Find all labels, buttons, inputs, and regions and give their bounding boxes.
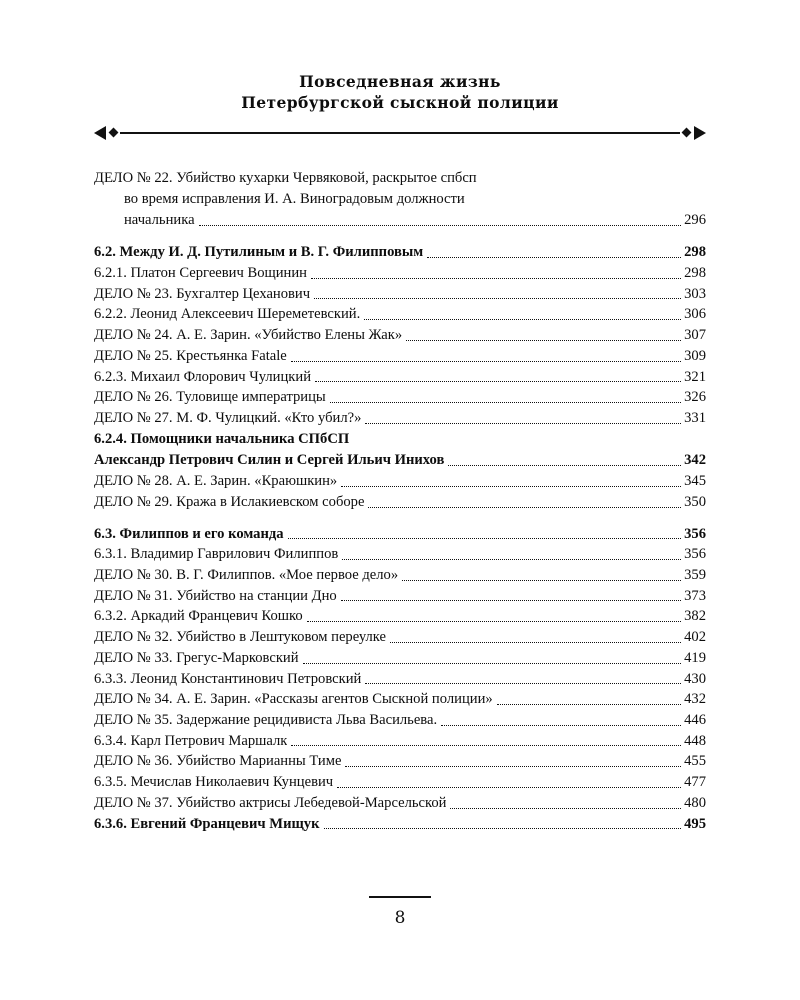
toc-leader-dots: [390, 642, 681, 643]
footer-rule: [369, 896, 431, 898]
toc-entry-title: 6.2.3. Михаил Флорович Чулицкий: [94, 368, 312, 385]
toc-entry-page: 326: [684, 389, 706, 406]
toc-leader-dots: [497, 704, 681, 705]
toc-entry[interactable]: [94, 346, 706, 367]
toc-entry-title: 6.3.1. Владимир Гаврилович Филиппов: [94, 546, 339, 563]
toc-entry-page: 303: [684, 285, 706, 302]
toc-entry-page: 307: [684, 327, 706, 344]
toc-entry-page: 298: [684, 265, 706, 282]
toc-entry[interactable]: [94, 304, 706, 325]
toc-entry-title: 6.3. Филиппов и его команда: [94, 525, 284, 542]
toc-entry-last-line: [94, 450, 706, 471]
toc-leader-dots: [427, 257, 681, 258]
toc-leader-dots: [441, 725, 681, 726]
divider-right-arrow-icon: [694, 126, 706, 140]
toc-leader-dots: [364, 319, 681, 320]
toc-group: [94, 168, 706, 231]
toc-entry-page: 306: [684, 306, 706, 323]
divider-diamond-icon: [109, 127, 119, 137]
toc-entry-title: ДЕЛО № 28. А. Е. Зарин. «Краюшкин»: [94, 473, 338, 490]
toc-entry[interactable]: [94, 772, 706, 793]
toc-entry-title: 6.2. Между И. Д. Путилиным и В. Г. Филипповым: [94, 244, 424, 261]
toc-entry-title-line: ДЕЛО № 22. Убийство кухарки Червяковой, раскрытое спбсп: [94, 169, 477, 186]
toc-entry-page: 342: [684, 451, 706, 468]
toc-entry-page: 432: [684, 691, 706, 708]
toc-entry-title: Александр Петрович Силин и Сергей Ильич Инихов: [94, 451, 445, 468]
toc-entry-title: 6.3.6. Евгений Францевич Мищук: [94, 815, 320, 832]
toc-leader-dots: [365, 683, 681, 684]
toc-entry[interactable]: [94, 242, 706, 263]
toc-leader-dots: [291, 745, 681, 746]
toc-entry-last-line: [94, 210, 706, 231]
toc-entry-page: 321: [684, 368, 706, 385]
ornamental-divider: [94, 124, 706, 142]
toc-leader-dots: [402, 580, 681, 581]
toc-leader-dots: [330, 402, 681, 403]
toc-entry-title: ДЕЛО № 32. Убийство в Лештуковом переулке: [94, 629, 386, 646]
toc-entry-page: 309: [684, 347, 706, 364]
running-head-line-1: Повседневная жизнь: [299, 72, 501, 91]
toc-entry-page: 419: [684, 649, 706, 666]
toc-entry[interactable]: [94, 387, 706, 408]
page-number: 8: [394, 908, 406, 928]
divider-diamond-icon: [682, 127, 692, 137]
toc-entry-title: 6.2.2. Леонид Алексеевич Шереметевский.: [94, 306, 361, 323]
toc-entry-title: 6.3.5. Мечислав Николаевич Кунцевич: [94, 774, 334, 791]
toc-entry[interactable]: [94, 565, 706, 586]
toc-entry-title: 6.3.2. Аркадий Францевич Кошко: [94, 608, 303, 625]
toc-entry-title: 6.3.4. Карл Петрович Маршалк: [94, 732, 288, 749]
toc-leader-dots: [314, 298, 681, 299]
toc-entry[interactable]: [94, 325, 706, 346]
toc-leader-dots: [450, 808, 681, 809]
toc-leader-dots: [342, 559, 681, 560]
toc-entry-title: 6.3.3. Леонид Константинович Петровский: [94, 670, 362, 687]
toc-leader-dots: [311, 278, 681, 279]
toc-entry[interactable]: [94, 627, 706, 648]
toc-leader-dots: [199, 225, 682, 226]
toc-entry[interactable]: [94, 524, 706, 545]
toc-group: [94, 524, 706, 835]
toc-entry[interactable]: [94, 648, 706, 669]
toc-entry-page: 495: [684, 815, 706, 832]
table-of-contents: [94, 168, 706, 834]
toc-entry-title: ДЕЛО № 30. В. Г. Филиппов. «Мое первое дело»: [94, 566, 399, 583]
page-footer: [0, 896, 800, 928]
toc-entry[interactable]: [94, 731, 706, 752]
toc-entry[interactable]: [94, 429, 706, 471]
toc-entry-title: ДЕЛО № 25. Крестьянка Fatale: [94, 347, 287, 364]
toc-entry[interactable]: [94, 710, 706, 731]
toc-leader-dots: [365, 423, 681, 424]
toc-entry[interactable]: [94, 263, 706, 284]
toc-entry-page: 455: [684, 753, 706, 770]
toc-entry-title: 6.2.1. Платон Сергеевич Вощинин: [94, 265, 307, 282]
toc-entry[interactable]: [94, 689, 706, 710]
toc-leader-dots: [303, 663, 682, 664]
toc-entry[interactable]: [94, 471, 706, 492]
toc-leader-dots: [324, 828, 682, 829]
toc-entry-page: 402: [684, 629, 706, 646]
toc-entry[interactable]: [94, 814, 706, 835]
toc-entry-page: 430: [684, 670, 706, 687]
running-head: [0, 72, 800, 114]
toc-leader-dots: [341, 486, 681, 487]
toc-entry-title: ДЕЛО № 34. А. Е. Зарин. «Рассказы агентов Сыскной полиции»: [94, 691, 493, 708]
toc-leader-dots: [368, 507, 681, 508]
toc-entry-page: 359: [684, 566, 706, 583]
toc-entry[interactable]: [94, 408, 706, 429]
toc-entry-page: 382: [684, 608, 706, 625]
toc-group: [94, 242, 706, 512]
toc-entry-page: 373: [684, 587, 706, 604]
toc-entry[interactable]: [94, 751, 706, 772]
toc-leader-dots: [315, 381, 681, 382]
toc-leader-dots: [406, 340, 681, 341]
toc-leader-dots: [448, 465, 681, 466]
toc-entry-title-line: во время исправления И. А. Виноградовым должности: [124, 191, 465, 207]
toc-entry[interactable]: [94, 284, 706, 305]
toc-entry-title-line: 6.2.4. Помощники начальника СПбСП: [94, 430, 350, 447]
toc-leader-dots: [337, 787, 681, 788]
toc-entry-title: ДЕЛО № 23. Бухгалтер Цеханович: [94, 285, 311, 302]
toc-entry-title: ДЕЛО № 26. Туловище императрицы: [94, 389, 326, 406]
divider-left-arrow-icon: [94, 126, 106, 140]
toc-entry-title: ДЕЛО № 35. Задержание рецидивиста Льва Васильева.: [94, 712, 438, 728]
toc-entry-title: ДЕЛО № 27. М. Ф. Чулицкий. «Кто убил?»: [94, 410, 362, 427]
toc-entry-title: начальника: [124, 212, 195, 229]
toc-leader-dots: [341, 600, 681, 601]
toc-entry[interactable]: [94, 168, 706, 231]
toc-entry-title: ДЕЛО № 31. Убийство на станции Дно: [94, 587, 337, 604]
toc-entry-page: 356: [684, 525, 706, 542]
divider-rule: [120, 132, 680, 134]
toc-entry-title: ДЕЛО № 37. Убийство актрисы Лебедевой-Марсельской: [94, 794, 447, 811]
toc-entry-page: 446: [684, 712, 706, 728]
toc-entry[interactable]: [94, 606, 706, 627]
toc-entry-page: 448: [684, 732, 706, 749]
toc-entry-page: 298: [684, 244, 706, 261]
toc-entry[interactable]: [94, 492, 706, 513]
toc-entry[interactable]: [94, 586, 706, 607]
toc-entry-title: ДЕЛО № 33. Грегус-Марковский: [94, 649, 299, 666]
toc-entry[interactable]: [94, 367, 706, 388]
toc-entry-title: ДЕЛО № 29. Кража в Ислакиевском соборе: [94, 493, 365, 510]
toc-leader-dots: [307, 621, 681, 622]
toc-entry-page: 477: [684, 774, 706, 791]
toc-entry-title: ДЕЛО № 24. А. Е. Зарин. «Убийство Елены Жак»: [94, 327, 403, 344]
toc-entry-page: 331: [684, 410, 706, 427]
toc-entry-title: ДЕЛО № 36. Убийство Марианны Тиме: [94, 753, 342, 770]
toc-entry-page: 356: [684, 546, 706, 563]
toc-entry[interactable]: [94, 544, 706, 565]
toc-entry-page: 350: [684, 493, 706, 510]
toc-entry-page: 480: [684, 794, 706, 811]
toc-entry[interactable]: [94, 669, 706, 690]
running-head-line-2: Петербургской сыскной полиции: [241, 92, 559, 112]
toc-entry-page: 345: [684, 473, 706, 490]
toc-leader-dots: [345, 766, 681, 767]
toc-entry[interactable]: [94, 793, 706, 814]
toc-entry-page: 296: [684, 212, 706, 229]
toc-leader-dots: [288, 538, 682, 539]
toc-leader-dots: [291, 361, 681, 362]
